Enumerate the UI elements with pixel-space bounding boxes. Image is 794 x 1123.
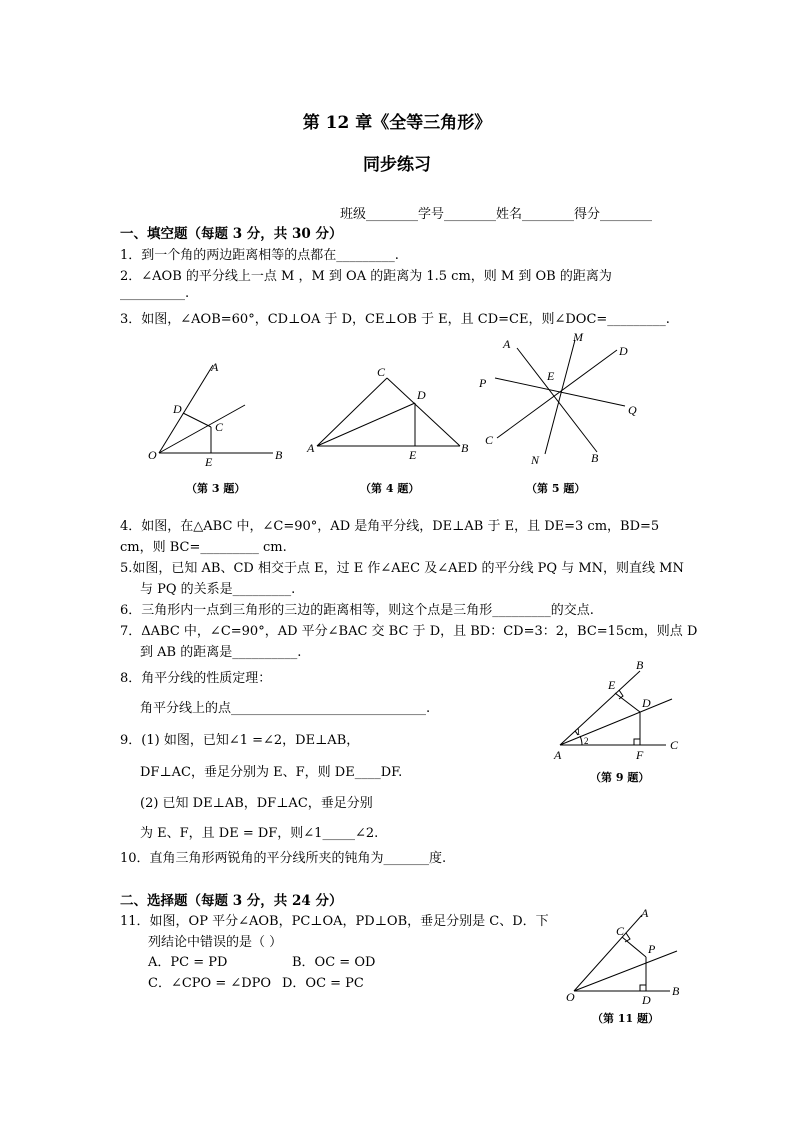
fig9-label-c: C — [670, 738, 679, 752]
fig11-label-p: P — [648, 942, 656, 956]
q5-line: 5.如图，已知 AB、CD 相交于点 E，过 E 作∠AEC 及∠AED 的平分线 PQ 与 MN，则直线 MN — [120, 561, 684, 576]
fig5-label-q: Q — [628, 403, 637, 417]
fig11-label-d: D — [642, 993, 651, 1007]
q11-option-d: D．OC = PC — [282, 976, 364, 991]
q9-line1: 9．(1) 如图，已知∠1 =∠2，DE⊥AB， — [120, 733, 360, 748]
fig5-label-n: N — [531, 453, 540, 467]
fig5-label-b: B — [591, 451, 599, 465]
q11-option-b: B．OC = OD — [292, 955, 376, 970]
q4-line-cont: cm，则 BC=_________ cm. — [120, 540, 287, 555]
fig9-label-f: F — [636, 748, 644, 762]
q2-line: 2．∠AOB 的平分线上一点 M ，M 到 OA 的距离为 1.5 cm，则 M 到 OB 的距离为 — [120, 269, 612, 284]
q9-line2: DF⊥AC，垂足分别为 E、F，则 DE____DF. — [140, 765, 403, 780]
fig3-label-b: B — [275, 448, 283, 462]
fig4-label-b: B — [461, 441, 469, 455]
fig9-label-a: A — [554, 748, 562, 762]
q9-line3: (2) 已知 DE⊥AB，DF⊥AC，垂足分别 — [140, 796, 373, 811]
q3-line: 3．如图，∠AOB=60°，CD⊥OA 于 D，CE⊥OB 于 E，且 CD=CE，则∠DOC=_________. — [120, 312, 670, 327]
fig11-label-b: B — [672, 984, 680, 998]
fig11-label-c: C — [616, 924, 625, 938]
fig11-label-a: A — [641, 906, 649, 920]
fig5-label-a: A — [503, 337, 511, 351]
q11-line: 11．如图，OP 平分∠AOB，PC⊥OA，PD⊥OB，垂足分别是 C、D．下 — [120, 914, 549, 929]
fig5-label-p: P — [479, 376, 487, 390]
figure-11-caption: （第 11 题） — [592, 1012, 659, 1025]
q11-option-a: A．PC = PD — [148, 955, 228, 970]
fig9-label-1: 1 — [576, 727, 581, 737]
fig5-label-c: C — [485, 433, 494, 447]
fig9-label-b: B — [636, 658, 644, 672]
q11-option-c: C．∠CPO = ∠DPO — [148, 976, 272, 991]
fig9-label-d: D — [642, 696, 651, 710]
fig5-label-e: E — [547, 369, 555, 383]
figure-3 — [145, 355, 295, 467]
q8-line: 8．角平分线的性质定理： — [120, 671, 272, 686]
q5-line-cont: 与 PQ 的关系是_________. — [140, 582, 296, 597]
figure-4 — [305, 360, 475, 465]
q7-line-cont: 到 AB 的距离是__________. — [140, 645, 302, 660]
figure-5-caption: （第 5 题） — [526, 482, 586, 495]
q6-line: 6．三角形内一点到三角形的三边的距离相等，则这个点是三角形_________的交点. — [120, 603, 594, 618]
fig9-label-e: E — [608, 678, 616, 692]
fig9-label-2: 2 — [584, 736, 589, 746]
fig3-label-a: A — [211, 360, 219, 374]
section2-heading: 二、选择题（每题 3 分，共 24 分） — [120, 893, 343, 909]
fig5-label-d: D — [619, 344, 628, 358]
q4-line: 4．如图，在△ABC 中，∠C=90°，AD 是角平分线，DE⊥AB 于 E，且 DE=3 cm，BD=5 — [120, 519, 660, 534]
q10-line: 10．直角三角形两锐角的平分线所夹的钝角为_______度. — [120, 851, 447, 866]
figure-11 — [562, 905, 692, 1008]
q2-line-cont: __________. — [120, 286, 190, 301]
figure-5 — [475, 328, 645, 468]
figure-9 — [548, 657, 693, 765]
fig4-label-d: D — [417, 388, 426, 402]
fig4-label-e: E — [409, 448, 417, 462]
fig11-label-o: O — [566, 990, 575, 1004]
fig4-label-a: A — [307, 441, 315, 455]
student-info-line: 班级________学号________姓名________得分________ — [340, 207, 653, 222]
section1-heading: 一、填空题（每题 3 分，共 30 分） — [120, 226, 343, 242]
q7-line: 7．ΔABC 中，∠C=90°，AD 平分∠BAC 交 BC 于 D，且 BD：CD=3：2，BC=15cm，则点 D — [120, 624, 698, 639]
q9-line4: 为 E、F，且 DE = DF，则∠1_____∠2. — [140, 826, 379, 841]
page-subtitle: 同步练习 — [363, 155, 431, 175]
q1-line: 1．到一个角的两边距离相等的点都在_________. — [120, 248, 399, 263]
fig5-label-m: M — [573, 330, 583, 344]
figure-3-caption: （第 3 题） — [186, 482, 246, 495]
figure-9-caption: （第 9 题） — [590, 771, 650, 784]
fig4-label-c: C — [377, 365, 386, 379]
fig3-label-e: E — [205, 455, 213, 467]
q11-line-cont: 列结论中错误的是（ ） — [148, 935, 283, 950]
figure-4-caption: （第 4 题） — [360, 482, 420, 495]
fig3-label-c: C — [215, 420, 224, 434]
q8-line-cont: 角平分线上的点______________________________. — [140, 701, 431, 716]
fig3-label-d: D — [173, 402, 182, 416]
page-title: 第 12 章《全等三角形》 — [302, 113, 492, 133]
fig3-label-o: O — [148, 448, 157, 462]
